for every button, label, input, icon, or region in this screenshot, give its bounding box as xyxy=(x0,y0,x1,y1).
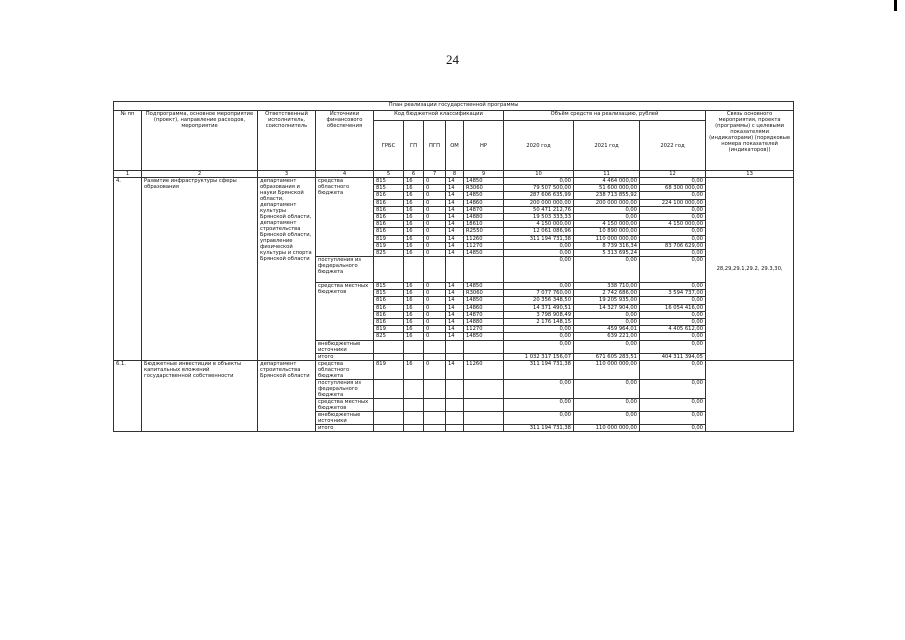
scan-edge-mark xyxy=(894,0,897,11)
amount-cell: 0,00 xyxy=(504,178,574,185)
amount-cell: 0,00 xyxy=(640,379,706,398)
budget-code-cell: 16 xyxy=(404,192,424,199)
amount-cell: 0,00 xyxy=(574,379,640,398)
amount-cell: 1 032 317 156,07 xyxy=(504,353,574,360)
funding-source: внебюджетные источники xyxy=(316,340,374,353)
responsible-executor: департамент строительства Брянской области xyxy=(258,360,316,431)
amount-cell: 0,00 xyxy=(504,283,574,290)
budget-code-cell: 16 xyxy=(404,319,424,326)
amount-cell: 14 327 904,00 xyxy=(574,304,640,311)
amount-cell: 0,00 xyxy=(574,340,640,353)
budget-code-cell: 14870 xyxy=(464,206,504,213)
budget-code-cell: 16 xyxy=(404,199,424,206)
empty-cell xyxy=(374,424,404,431)
empty-cell xyxy=(404,424,424,431)
empty-cell xyxy=(424,424,446,431)
amount-cell: 2 742 686,00 xyxy=(574,290,640,297)
budget-code-cell: 11270 xyxy=(464,242,504,249)
amount-cell: 0,00 xyxy=(574,206,640,213)
budget-code-cell: 0 xyxy=(424,185,446,192)
empty-cell xyxy=(446,340,464,353)
event-name: Развитие инфраструктуры сферы образования xyxy=(142,178,258,361)
budget-code-cell: 14 xyxy=(446,221,464,228)
amount-cell: 79 507 500,00 xyxy=(504,185,574,192)
amount-cell: 4 464 000,00 xyxy=(574,178,640,185)
empty-cell xyxy=(374,379,404,398)
header-subprogram: Подпрограмма, основное мероприятие (проект), направление расходов, мероприятие xyxy=(142,111,258,171)
amount-cell: 110 000 000,00 xyxy=(574,360,640,379)
budget-code-cell: 16 xyxy=(404,206,424,213)
column-number: 3 xyxy=(258,171,316,178)
budget-code-cell: 16 xyxy=(404,283,424,290)
amount-cell: 0,00 xyxy=(504,257,574,283)
amount-cell: 3 798 908,49 xyxy=(504,311,574,318)
total-label: итого xyxy=(316,424,374,431)
amount-cell: 0,00 xyxy=(640,319,706,326)
funding-source: поступления из федерального бюджета xyxy=(316,257,374,283)
amount-cell: 0,00 xyxy=(574,311,640,318)
budget-code-cell: 14 xyxy=(446,242,464,249)
amount-cell: 0,00 xyxy=(504,398,574,411)
table-row xyxy=(114,178,794,185)
budget-code-cell: 16 xyxy=(404,235,424,242)
amount-cell: 20 356 348,50 xyxy=(504,297,574,304)
budget-code-cell: 0 xyxy=(424,333,446,340)
budget-code-cell: 18610 xyxy=(464,221,504,228)
budget-code-cell: 0 xyxy=(424,304,446,311)
budget-code-cell: 14 xyxy=(446,228,464,235)
budget-code-cell: 14870 xyxy=(464,311,504,318)
empty-cell xyxy=(464,424,504,431)
budget-code-cell: 16 xyxy=(404,249,424,256)
budget-code-cell: 14880 xyxy=(464,319,504,326)
budget-code-cell: 16 xyxy=(404,360,424,379)
budget-code-cell: 816 xyxy=(374,304,404,311)
budget-code-cell: 14 xyxy=(446,319,464,326)
header-volume: Объём средств на реализацию, рублей xyxy=(504,111,706,121)
amount-cell: 224 100 000,00 xyxy=(640,199,706,206)
empty-cell xyxy=(424,411,446,424)
column-number: 7 xyxy=(424,171,446,178)
column-number: 11 xyxy=(574,171,640,178)
amount-cell: 0,00 xyxy=(504,340,574,353)
empty-cell xyxy=(446,398,464,411)
empty-cell xyxy=(464,353,504,360)
amount-cell: 8 739 316,34 xyxy=(574,242,640,249)
empty-cell xyxy=(404,398,424,411)
amount-cell: 0,00 xyxy=(640,311,706,318)
amount-cell: 14 371 490,51 xyxy=(504,304,574,311)
budget-code-cell: 14 xyxy=(446,249,464,256)
budget-code-cell: 0 xyxy=(424,206,446,213)
empty-cell xyxy=(424,398,446,411)
amount-cell: 639 221,00 xyxy=(574,333,640,340)
budget-code-cell: 14 xyxy=(446,297,464,304)
budget-code-cell: 0 xyxy=(424,192,446,199)
budget-code-cell: 0 xyxy=(424,178,446,185)
budget-code-cell: 14 xyxy=(446,360,464,379)
amount-cell: 0,00 xyxy=(574,213,640,220)
amount-cell: 0,00 xyxy=(640,411,706,424)
budget-code-cell: 0 xyxy=(424,235,446,242)
budget-code-cell: 0 xyxy=(424,360,446,379)
amount-cell: 68 300 000,00 xyxy=(640,185,706,192)
amount-cell: 0,00 xyxy=(640,424,706,431)
amount-cell: 12 061 086,96 xyxy=(504,228,574,235)
amount-cell: 0,00 xyxy=(640,206,706,213)
budget-code-cell: 825 xyxy=(374,249,404,256)
amount-cell: 0,00 xyxy=(504,333,574,340)
budget-code-cell: 14 xyxy=(446,199,464,206)
budget-code-cell: 0 xyxy=(424,326,446,333)
amount-cell: 0,00 xyxy=(574,411,640,424)
amount-cell: 51 600 000,00 xyxy=(574,185,640,192)
column-number: 1 xyxy=(114,171,142,178)
amount-cell: 311 194 731,38 xyxy=(504,235,574,242)
budget-code-cell: 816 xyxy=(374,213,404,220)
budget-code-cell: 825 xyxy=(374,333,404,340)
empty-cell xyxy=(424,257,446,283)
empty-cell xyxy=(374,353,404,360)
header-indicators-link: Связь основного мероприятия, проекта (программы) с целевыми показателями (индикаторами) (порядковые номера показателей (индикаторов)) xyxy=(706,111,794,171)
budget-code-cell: 14 xyxy=(446,290,464,297)
row-number: 6.1. xyxy=(114,360,142,431)
budget-code-cell: 816 xyxy=(374,206,404,213)
budget-code-cell: 11260 xyxy=(464,360,504,379)
amount-cell: 0,00 xyxy=(640,257,706,283)
amount-cell: 0,00 xyxy=(640,340,706,353)
event-name: Бюджетные инвестиции в объекты капитальных вложений государственной собственности xyxy=(142,360,258,431)
header-responsible: Ответственный исполнитель, соисполнитель xyxy=(258,111,316,171)
column-number: 13 xyxy=(706,171,794,178)
budget-code-cell: 0 xyxy=(424,228,446,235)
budget-code-cell: 0 xyxy=(424,221,446,228)
budget-code-cell: 16 xyxy=(404,242,424,249)
amount-cell: 0,00 xyxy=(640,283,706,290)
budget-code-cell: 816 xyxy=(374,192,404,199)
budget-code-cell: 14850 xyxy=(464,249,504,256)
amount-cell: 110 000 000,00 xyxy=(574,235,640,242)
budget-code-cell: 16 xyxy=(404,185,424,192)
amount-cell: 0,00 xyxy=(640,333,706,340)
empty-cell xyxy=(404,411,424,424)
amount-cell: 287 606 635,99 xyxy=(504,192,574,199)
amount-cell: 311 194 731,38 xyxy=(504,424,574,431)
budget-code-cell: 16 xyxy=(404,333,424,340)
empty-cell xyxy=(464,411,504,424)
budget-code-cell: 819 xyxy=(374,326,404,333)
funding-source: средства местных бюджетов xyxy=(316,398,374,411)
budget-code-cell: 815 xyxy=(374,283,404,290)
empty-cell xyxy=(446,257,464,283)
row-number: 4. xyxy=(114,178,142,361)
amount-cell: 5 313 695,24 xyxy=(574,249,640,256)
header-budget-code: Код бюджетной классификации xyxy=(374,111,504,121)
header-nr: НР xyxy=(464,121,504,171)
amount-cell: 200 000 000,00 xyxy=(574,199,640,206)
empty-cell xyxy=(464,340,504,353)
amount-cell: 10 890 000,00 xyxy=(574,228,640,235)
amount-cell: 3 594 737,00 xyxy=(640,290,706,297)
amount-cell: 0,00 xyxy=(640,213,706,220)
funding-source: поступления из федерального бюджета xyxy=(316,379,374,398)
amount-cell: 0,00 xyxy=(574,398,640,411)
empty-cell xyxy=(446,424,464,431)
budget-code-cell: 816 xyxy=(374,228,404,235)
empty-cell xyxy=(374,398,404,411)
empty-cell xyxy=(404,257,424,283)
amount-cell: 0,00 xyxy=(640,249,706,256)
budget-code-cell: 816 xyxy=(374,297,404,304)
budget-code-cell: 14 xyxy=(446,326,464,333)
budget-code-cell: R3060 xyxy=(464,185,504,192)
budget-code-cell: 16 xyxy=(404,178,424,185)
budget-code-cell: 14850 xyxy=(464,283,504,290)
funding-source: средства областного бюджета xyxy=(316,178,374,257)
budget-code-cell: 14850 xyxy=(464,297,504,304)
amount-cell: 0,00 xyxy=(640,192,706,199)
empty-cell xyxy=(464,379,504,398)
empty-cell xyxy=(374,257,404,283)
empty-cell xyxy=(424,340,446,353)
amount-cell: 0,00 xyxy=(640,228,706,235)
budget-code-cell: 0 xyxy=(424,319,446,326)
empty-cell xyxy=(404,379,424,398)
budget-code-cell: 816 xyxy=(374,319,404,326)
budget-code-cell: 14850 xyxy=(464,178,504,185)
budget-code-cell: 14 xyxy=(446,178,464,185)
budget-code-cell: 819 xyxy=(374,360,404,379)
budget-code-cell: 11270 xyxy=(464,326,504,333)
amount-cell: 4 150 000,00 xyxy=(640,221,706,228)
amount-cell: 0,00 xyxy=(504,326,574,333)
budget-code-cell: 16 xyxy=(404,290,424,297)
budget-code-cell: 14860 xyxy=(464,199,504,206)
budget-code-cell: 14 xyxy=(446,206,464,213)
amount-cell: 4 150 000,00 xyxy=(504,221,574,228)
budget-code-cell: 819 xyxy=(374,242,404,249)
budget-code-cell: 816 xyxy=(374,199,404,206)
amount-cell: 0,00 xyxy=(504,411,574,424)
budget-code-cell: 14850 xyxy=(464,333,504,340)
budget-code-cell: 16 xyxy=(404,213,424,220)
budget-code-cell: 16 xyxy=(404,297,424,304)
responsible-executor: департамент образования и науки Брянской области, департамент культуры Брянской области, департамент строительства Брянской области, управление физической культуры и спорта Брянской области xyxy=(258,178,316,361)
budget-code-cell: 14 xyxy=(446,185,464,192)
budget-code-cell: 0 xyxy=(424,290,446,297)
budget-code-cell: 16 xyxy=(404,304,424,311)
column-number: 6 xyxy=(404,171,424,178)
amount-cell: 4 150 000,00 xyxy=(574,221,640,228)
amount-cell: 0,00 xyxy=(640,178,706,185)
amount-cell: 0,00 xyxy=(504,242,574,249)
budget-code-cell: 0 xyxy=(424,199,446,206)
amount-cell: 0,00 xyxy=(640,297,706,304)
total-label: итого xyxy=(316,353,374,360)
budget-code-cell: 819 xyxy=(374,235,404,242)
amount-cell: 0,00 xyxy=(574,257,640,283)
funding-source: внебюджетные источники xyxy=(316,411,374,424)
empty-cell xyxy=(404,353,424,360)
column-number: 9 xyxy=(464,171,504,178)
budget-code-cell: 16 xyxy=(404,326,424,333)
column-number: 2 xyxy=(142,171,258,178)
budget-code-cell: 14 xyxy=(446,192,464,199)
budget-code-cell: 14860 xyxy=(464,304,504,311)
budget-code-cell: 0 xyxy=(424,297,446,304)
budget-code-cell: 0 xyxy=(424,242,446,249)
budget-code-cell: R3060 xyxy=(464,290,504,297)
budget-code-cell: 14850 xyxy=(464,192,504,199)
amount-cell: 311 194 731,38 xyxy=(504,360,574,379)
funding-source: средства местных бюджетов xyxy=(316,283,374,341)
budget-code-cell: 0 xyxy=(424,249,446,256)
budget-code-cell: 14 xyxy=(446,283,464,290)
budget-code-cell: 0 xyxy=(424,213,446,220)
amount-cell: 0,00 xyxy=(504,379,574,398)
table-caption: План реализации государственной программы xyxy=(114,102,794,111)
empty-cell xyxy=(404,340,424,353)
budget-code-cell: 14 xyxy=(446,333,464,340)
header-2020: 2020 год xyxy=(504,121,574,171)
column-number: 5 xyxy=(374,171,404,178)
budget-code-cell: 815 xyxy=(374,178,404,185)
budget-code-cell: 14 xyxy=(446,213,464,220)
amount-cell: 0,00 xyxy=(504,249,574,256)
empty-cell xyxy=(446,353,464,360)
empty-cell xyxy=(446,411,464,424)
column-number: 4 xyxy=(316,171,374,178)
header-gp: ГП xyxy=(404,121,424,171)
header-om: ОМ xyxy=(446,121,464,171)
header-sources: Источники финансового обеспечения xyxy=(316,111,374,171)
amount-cell: 671 605 283,51 xyxy=(574,353,640,360)
empty-cell xyxy=(464,257,504,283)
empty-cell xyxy=(424,353,446,360)
amount-cell: 404 311 394,05 xyxy=(640,353,706,360)
indicator-link: 28,29,29.1,29.2, 29.3,30, xyxy=(706,178,794,361)
column-number: 10 xyxy=(504,171,574,178)
empty-cell xyxy=(374,411,404,424)
budget-code-cell: 14880 xyxy=(464,213,504,220)
amount-cell: 7 077 760,00 xyxy=(504,290,574,297)
budget-code-cell: 14 xyxy=(446,235,464,242)
page-number: 24 xyxy=(446,52,459,67)
amount-cell: 338 710,00 xyxy=(574,283,640,290)
amount-cell: 2 176 148,15 xyxy=(504,319,574,326)
budget-code-cell: 14 xyxy=(446,304,464,311)
amount-cell: 200 000 000,00 xyxy=(504,199,574,206)
budget-code-cell: 11260 xyxy=(464,235,504,242)
budget-code-cell: 816 xyxy=(374,221,404,228)
empty-cell xyxy=(706,360,794,431)
amount-cell: 238 713 855,92 xyxy=(574,192,640,199)
column-number: 12 xyxy=(640,171,706,178)
amount-cell: 0,00 xyxy=(574,319,640,326)
empty-cell xyxy=(374,340,404,353)
budget-code-cell: 16 xyxy=(404,221,424,228)
empty-cell xyxy=(464,398,504,411)
empty-cell xyxy=(446,379,464,398)
budget-code-cell: 815 xyxy=(374,185,404,192)
budget-code-cell: 16 xyxy=(404,228,424,235)
amount-cell: 0,00 xyxy=(640,235,706,242)
amount-cell: 0,00 xyxy=(640,360,706,379)
table-row xyxy=(114,360,794,379)
budget-code-cell: 815 xyxy=(374,290,404,297)
header-2021: 2021 год xyxy=(574,121,640,171)
amount-cell: 19 503 333,33 xyxy=(504,213,574,220)
amount-cell: 50 471 212,76 xyxy=(504,206,574,213)
column-number: 8 xyxy=(446,171,464,178)
budget-code-cell: R2550 xyxy=(464,228,504,235)
header-grbs: ГРБС xyxy=(374,121,404,171)
header-num: № пп xyxy=(114,111,142,171)
header-pgp: ПГП xyxy=(424,121,446,171)
budget-code-cell: 16 xyxy=(404,311,424,318)
amount-cell: 16 054 416,00 xyxy=(640,304,706,311)
amount-cell: 459 964,01 xyxy=(574,326,640,333)
amount-cell: 110 000 000,00 xyxy=(574,424,640,431)
amount-cell: 83 706 629,00 xyxy=(640,242,706,249)
budget-code-cell: 0 xyxy=(424,311,446,318)
budget-code-cell: 816 xyxy=(374,311,404,318)
amount-cell: 0,00 xyxy=(640,398,706,411)
amount-cell: 19 205 935,00 xyxy=(574,297,640,304)
header-2022: 2022 год xyxy=(640,121,706,171)
funding-source: средства областного бюджета xyxy=(316,360,374,379)
budget-code-cell: 14 xyxy=(446,311,464,318)
empty-cell xyxy=(424,379,446,398)
budget-code-cell: 0 xyxy=(424,283,446,290)
amount-cell: 4 405 612,00 xyxy=(640,326,706,333)
program-plan-table xyxy=(113,101,794,432)
